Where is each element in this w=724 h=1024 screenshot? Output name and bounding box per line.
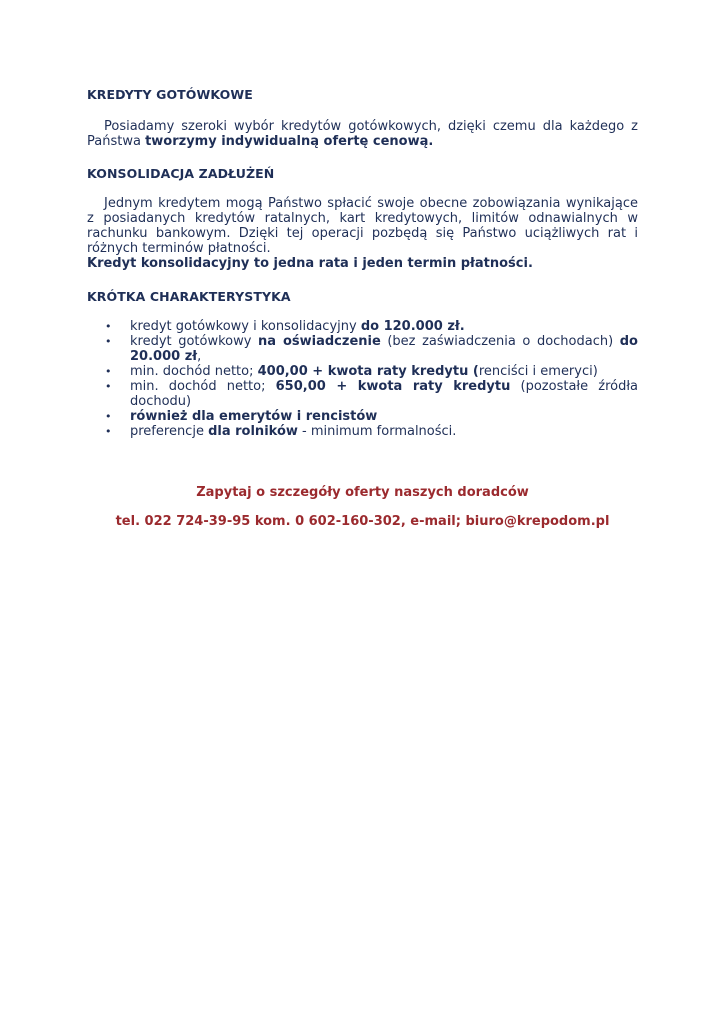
contact-prompt: Zapytaj o szczegóły oferty naszych doradców [196, 485, 529, 500]
paragraph-cash-loans-text: Posiadamy szeroki wybór kredytów gotówkowych, dzięki czemu dla każdego z Państwa [87, 119, 638, 149]
bullet-icon: • [105, 335, 112, 348]
paragraph-cash-loans [87, 119, 638, 149]
bullet-icon: • [105, 380, 112, 393]
bullet-icon: • [105, 365, 112, 378]
paragraph-consolidation: Jednym kredytem mogą Państwo spłacić swoje obecne zobowiązania wynikające z posiadanych kredytów ratalnych, kart kredytowych, limitów odnawialnych w rachunku bankowym. Dzięki tej operacji pozbędą się Państwo uciążliwych rat i różnych terminów płatności. [87, 196, 638, 256]
list-item: • kredyt gotówkowy na oświadczenie (bez zaświadczenia o dochodach) do 20.000 zł, [105, 334, 638, 364]
list-item: • również dla emerytów i rencistów [105, 409, 378, 424]
list-item: • min. dochód netto; 650,00 + kwota raty kredytu (pozostałe źródła dochodu) [105, 379, 638, 409]
bullet-icon: • [105, 320, 112, 333]
heading-summary: KRÓTKA CHARAKTERYSTYKA [87, 289, 291, 304]
bullet-icon: • [105, 425, 112, 438]
bullet-icon: • [105, 410, 112, 423]
list-item: • kredyt gotówkowy i konsolidacyjny do 120.000 zł. [105, 319, 465, 334]
list-item: • min. dochód netto; 400,00 + kwota raty kredytu (renciści i emeryci) [105, 364, 598, 379]
contact-details: tel. 022 724-39-95 kom. 0 602-160-302, e-mail; biuro@krepodom.pl [115, 514, 610, 529]
consolidation-bold-line: Kredyt konsolidacyjny to jedna rata i jeden termin płatności. [87, 256, 533, 271]
heading-consolidation: KONSOLIDACJA ZADŁUŻEŃ [87, 166, 275, 181]
paragraph-cash-loans-bold: tworzymy indywidualną ofertę cenową. [145, 134, 434, 149]
list-item: • preferencje dla rolników - minimum formalności. [105, 424, 457, 439]
heading-cash-loans: KREDYTY GOTÓWKOWE [87, 87, 253, 102]
summary-list [87, 319, 638, 439]
